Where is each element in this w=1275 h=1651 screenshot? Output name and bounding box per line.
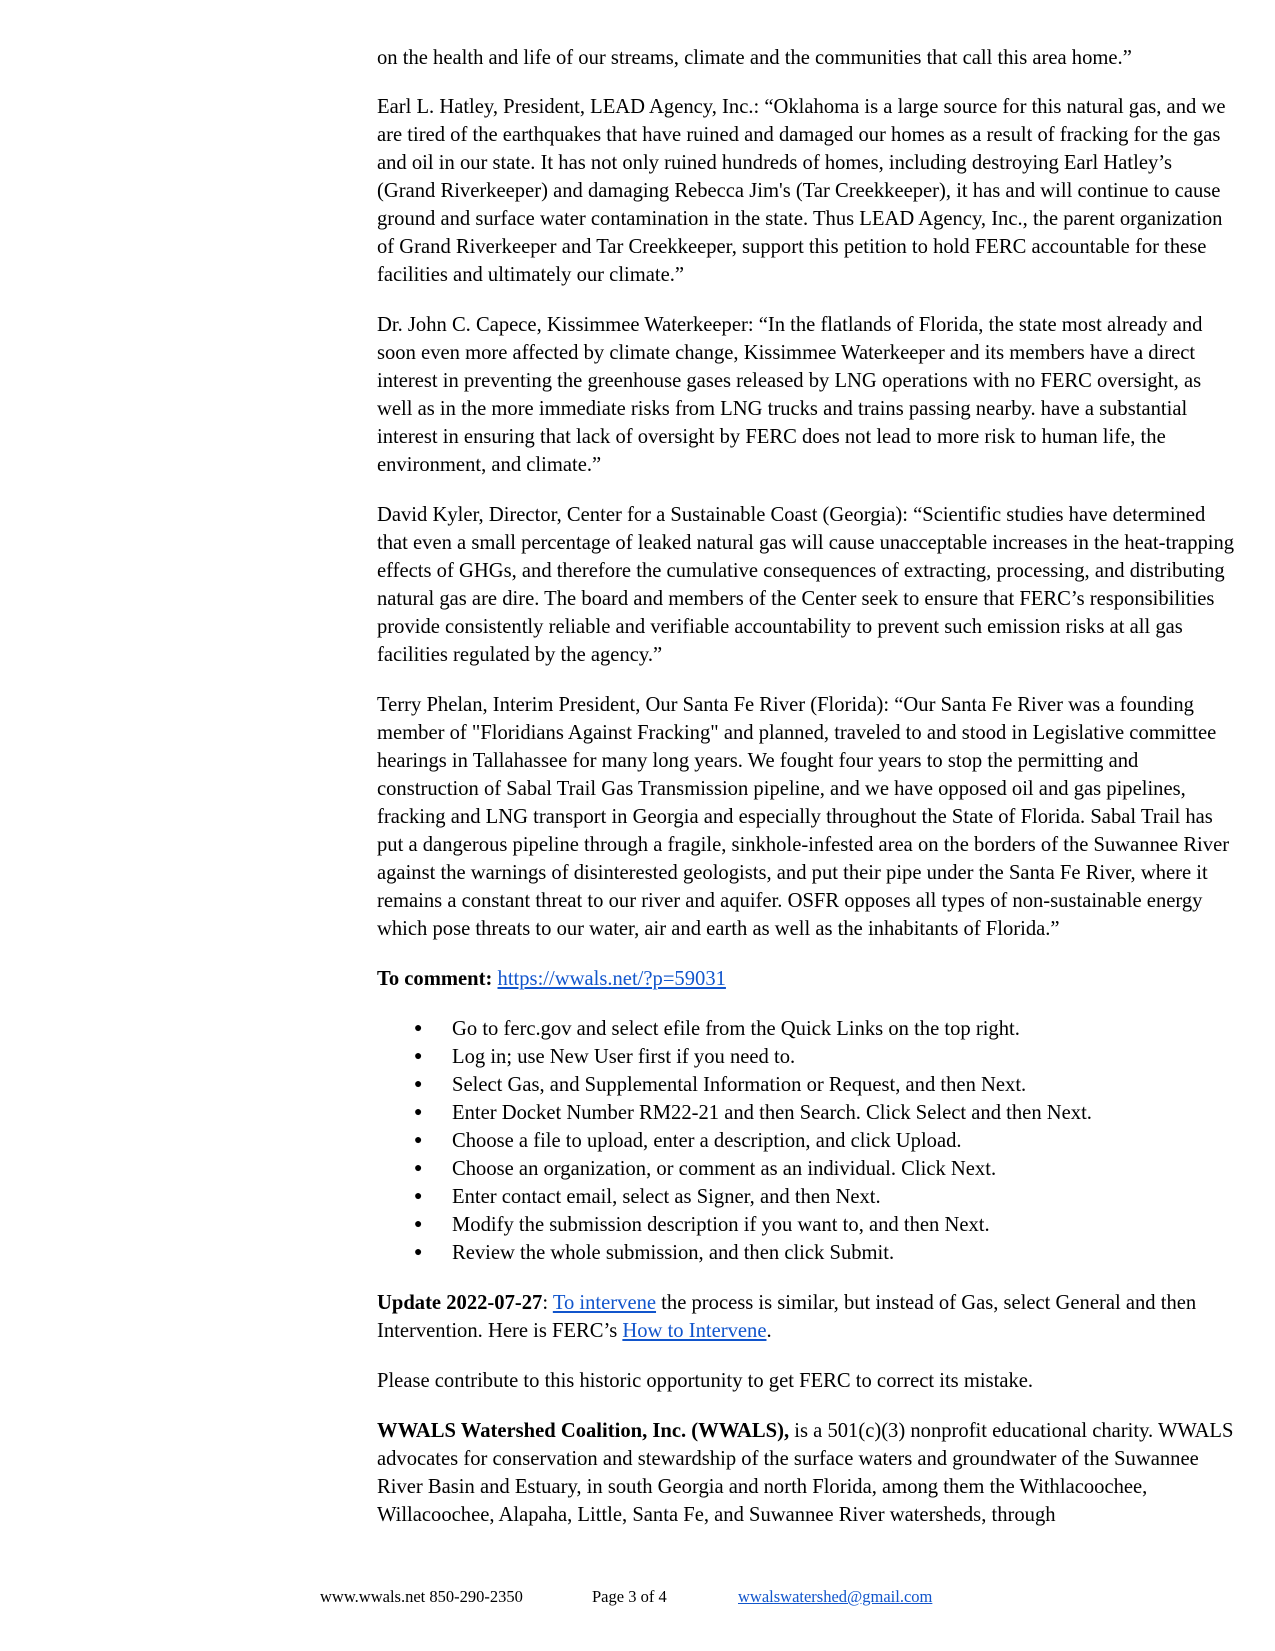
- list-item: [377, 1071, 1235, 1099]
- comment-label: To comment:: [377, 968, 493, 990]
- bullet-icon: ●: [414, 1021, 423, 1036]
- list-item: [377, 1099, 1235, 1127]
- bullet-icon: ●: [414, 1049, 423, 1064]
- update-middle-text: the process is similar, but instead of Gas, select General and then Intervention. Here is FERC’s: [377, 1292, 1197, 1342]
- quote-paragraph-hatley: Earl L. Hatley, President, LEAD Agency, Inc.: “Oklahoma is a large source for this natural gas, and we are tired of the earthquakes that have ruined and damaged our homes as a result of fracking for the gas and oil in our state. It has not only ruined hundreds of homes, including destroying Earl Hatley’s (Grand Riverkeeper) and damaging Rebecca Jim's (Tar Creekkeeper), it has and will continue to cause ground and surface water contamination in the state. Thus LEAD Agency, Inc., the parent organization of Grand Riverkeeper and Tar Creekkeeper, support this petition to hold FERC accountable for these facilities and ultimately our climate.”: [377, 96, 1226, 286]
- step-text: Enter Docket Number RM22-21 and then Search. Click Select and then Next.: [452, 1102, 1092, 1124]
- bullet-icon: ●: [414, 1133, 423, 1148]
- opening-line: on the health and life of our streams, climate and the communities that call this area home.”: [377, 47, 1132, 69]
- to-intervene-link[interactable]: To intervene: [552, 1292, 657, 1314]
- update-colon: :: [542, 1292, 553, 1314]
- footer-contact: www.wwals.net 850-290-2350: [320, 1587, 523, 1606]
- efile-steps-list: [377, 1015, 1235, 1267]
- list-item: [377, 1239, 1235, 1267]
- org-name: WWALS Watershed Coalition, Inc. (WWALS),: [377, 1420, 790, 1442]
- step-text: Log in; use New User first if you need to.: [452, 1046, 796, 1068]
- update-paragraph: [377, 1289, 1235, 1345]
- bullet-icon: ●: [414, 1105, 423, 1120]
- list-item: [377, 1183, 1235, 1211]
- about-text: is a 501(c)(3) nonprofit educational charity. WWALS advocates for conservation and stewardship of the surface waters and groundwater of the Suwannee River Basin and Estuary, in south Georgia and north Florida, among them the Withlacoochee, Willacoochee, Alapaha, Little, Santa Fe, and Suwannee River watersheds, through: [377, 1420, 1234, 1526]
- footer-email-link[interactable]: wwalswatershed@gmail.com: [738, 1587, 933, 1606]
- step-text: Review the whole submission, and then click Submit.: [452, 1242, 895, 1264]
- about-paragraph: [377, 1417, 1235, 1529]
- list-item: [377, 1127, 1235, 1155]
- quote-paragraph-kyler: David Kyler, Director, Center for a Sustainable Coast (Georgia): “Scientific studies have determined that even a small percentage of leaked natural gas will cause unacceptable increases in the heat-trapping effects of GHGs, and therefore the cumulative consequences of extracting, processing, and distributing natural gas are dire. The board and members of the Center seek to ensure that FERC’s responsibilities provide consistently reliable and verifiable accountability to prevent such emission risks at all gas facilities regulated by the agency.”: [377, 504, 1235, 666]
- comment-line: [377, 965, 1235, 993]
- list-item: [377, 1155, 1235, 1183]
- step-text: Choose an organization, or comment as an individual. Click Next.: [452, 1158, 997, 1180]
- bullet-icon: ●: [414, 1189, 423, 1204]
- step-text: Go to ferc.gov and select efile from the Quick Links on the top right.: [452, 1018, 1020, 1040]
- list-item: [377, 1015, 1235, 1043]
- bullet-icon: ●: [414, 1161, 423, 1176]
- bullet-icon: ●: [414, 1245, 423, 1260]
- document-body: [377, 44, 1235, 1551]
- page-number: Page 3 of 4: [592, 1587, 667, 1606]
- step-text: Enter contact email, select as Signer, and then Next.: [452, 1186, 881, 1208]
- quote-paragraph-capece: Dr. John C. Capece, Kissimmee Waterkeeper: “In the flatlands of Florida, the state most already and soon even more affected by climate change, Kissimmee Waterkeeper and its members have a direct interest in preventing the greenhouse gases released by LNG operations with no FERC oversight, as well as in the more immediate risks from LNG trucks and trains passing nearby. have a substantial interest in ensuring that lack of oversight by FERC does not lead to more risk to human life, the environment, and climate.”: [377, 314, 1203, 476]
- closing-appeal: Please contribute to this historic opportunity to get FERC to correct its mistake.: [377, 1370, 1034, 1392]
- update-end-text: .: [766, 1320, 772, 1342]
- bullet-icon: ●: [414, 1077, 423, 1092]
- page-footer: [0, 1586, 1275, 1610]
- comment-link[interactable]: https://wwals.net/?p=59031: [497, 968, 726, 990]
- list-item: [377, 1043, 1235, 1071]
- quote-paragraph-phelan: Terry Phelan, Interim President, Our Santa Fe River (Florida): “Our Santa Fe River was a founding member of "Floridians Against Fracking" and planned, traveled to and stood in Legislative committee hearings in Tallahassee for many long years. We fought four years to stop the permitting and construction of Sabal Trail Gas Transmission pipeline, and we have opposed oil and gas pipelines, fracking and LNG transport in Georgia and especially throughout the State of Florida. Sabal Trail has put a dangerous pipeline through a fragile, sinkhole-infested area on the borders of the Suwannee River against the warnings of disinterested geologists, and put their pipe under the Santa Fe River, where it remains a constant threat to our river and aquifer. OSFR opposes all types of non-sustainable energy which pose threats to our water, air and earth as well as the inhabitants of Florida.”: [377, 694, 1230, 940]
- step-text: Modify the submission description if you want to, and then Next.: [452, 1214, 990, 1236]
- bullet-icon: ●: [414, 1217, 423, 1232]
- list-item: [377, 1211, 1235, 1239]
- step-text: Select Gas, and Supplemental Information or Request, and then Next.: [452, 1074, 1027, 1096]
- how-to-intervene-link[interactable]: How to Intervene: [622, 1320, 767, 1342]
- update-label: Update 2022-07-27: [377, 1292, 543, 1314]
- step-text: Choose a file to upload, enter a description, and click Upload.: [452, 1130, 962, 1152]
